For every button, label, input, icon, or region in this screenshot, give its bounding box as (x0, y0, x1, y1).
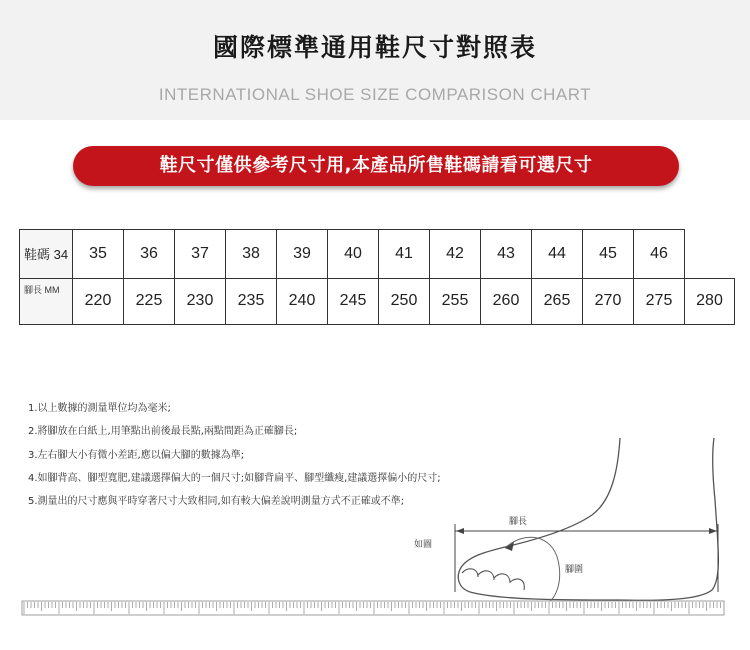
length-arrow-left-icon (456, 528, 464, 534)
length-cell: 225 (124, 278, 175, 324)
size-cell: 37 (175, 230, 226, 279)
length-cell: 260 (481, 278, 532, 324)
foot-girth-label: 腳圍 (565, 565, 584, 575)
header (0, 0, 750, 120)
size-table (19, 229, 735, 325)
length-row (20, 278, 735, 324)
length-cell: 255 (430, 278, 481, 324)
girth-curve (505, 537, 560, 604)
length-cell: 265 (532, 278, 583, 324)
size-cell: 43 (481, 230, 532, 279)
girth-label: 如圖 (414, 540, 433, 550)
size-cell: 44 (532, 230, 583, 279)
foot-length-label: 腳長 (509, 517, 528, 527)
length-cell: 240 (277, 278, 328, 324)
size-row (20, 230, 735, 279)
toes-outline (462, 569, 524, 590)
page-subtitle: INTERNATIONAL SHOE SIZE COMPARISON CHART (158, 85, 592, 104)
size-cell: 46 (634, 230, 685, 279)
size-cell: 35 (73, 230, 124, 279)
notice-banner: 鞋尺寸僅供參考尺寸用,本產品所售鞋碼請看可選尺寸 (73, 146, 679, 186)
note-item: 1.以上數據的測量單位均為毫米; (28, 403, 171, 414)
length-cell: 230 (175, 278, 226, 324)
size-cell: 39 (277, 230, 328, 279)
size-cell: 40 (328, 230, 379, 279)
note-item: 4.如腳背高、腳型寬肥,建議選擇偏大的一個尺寸;如腳背扁平、腳型纖瘦,建議選擇偏小的尺寸; (28, 472, 441, 484)
length-cell: 245 (328, 278, 379, 324)
length-cell: 280 (685, 278, 735, 324)
length-cell: 220 (73, 278, 124, 324)
length-cell: 275 (634, 278, 685, 324)
length-row-label: 腳長 MM (20, 278, 73, 324)
size-cell: 42 (430, 230, 481, 279)
note-item: 5.測量出的尺寸應與平時穿著尺寸大致相同,如有較大偏差說明測量方式不正確或不準; (28, 496, 405, 508)
page-title: 國際標準通用鞋尺寸對照表 (212, 33, 537, 62)
size-cell: 41 (379, 230, 430, 279)
foot-outline (458, 438, 718, 600)
foot-measurement-diagram (0, 430, 750, 650)
note-item: 3.左右腳大小有微小差距,應以偏大腳的數據為準; (28, 449, 245, 461)
length-cell: 235 (226, 278, 277, 324)
length-cell: 270 (583, 278, 634, 324)
length-cell: 250 (379, 278, 430, 324)
length-arrow-right-icon (709, 528, 717, 534)
size-cell: 45 (583, 230, 634, 279)
size-cell: 36 (124, 230, 175, 279)
size-row-label: 鞋碼 34 (20, 230, 73, 279)
note-item: 2.將腳放在白紙上,用筆點出前後最長點,兩點間距為正確腳長; (28, 426, 298, 438)
size-cell: 38 (226, 230, 277, 279)
